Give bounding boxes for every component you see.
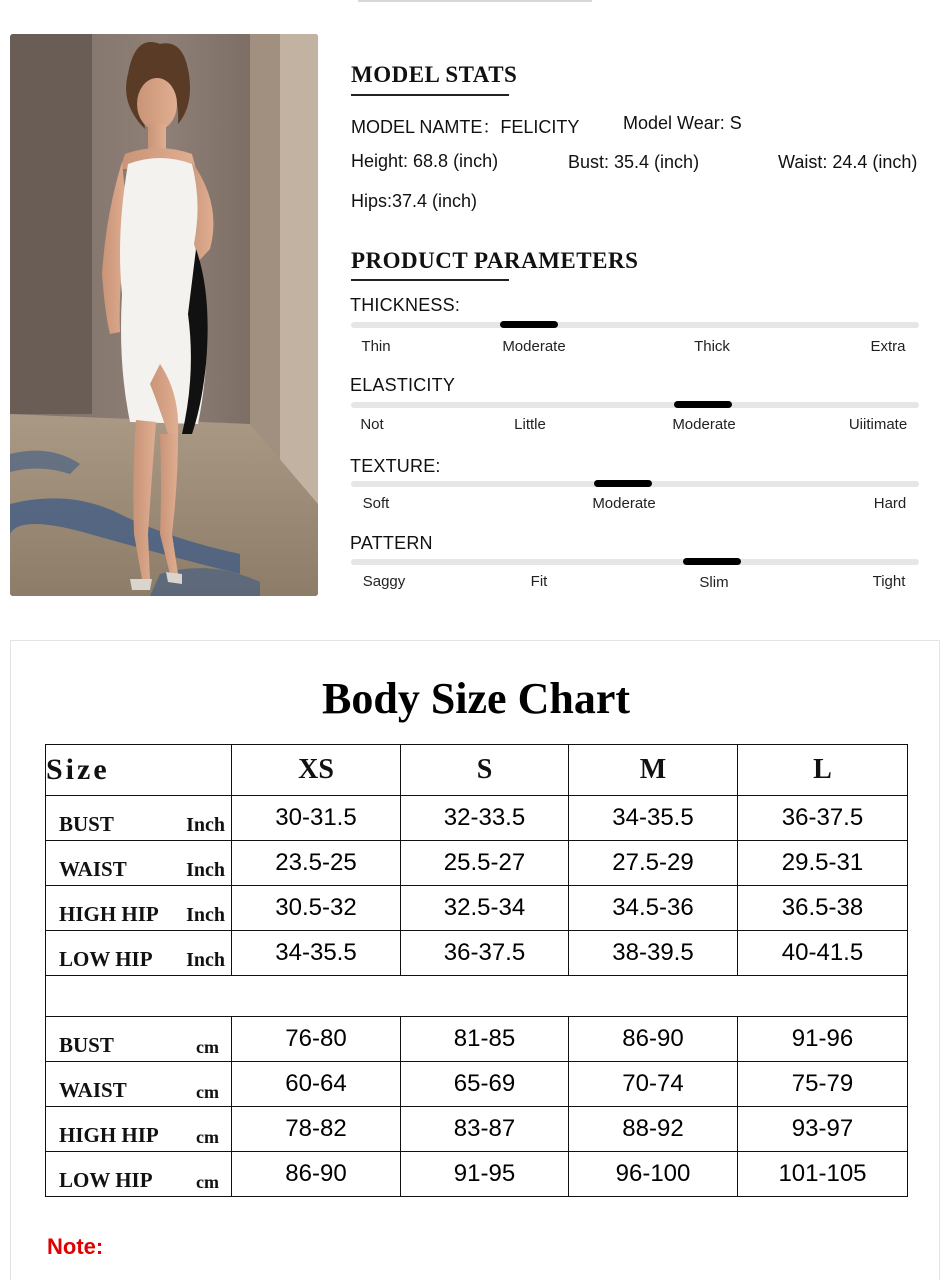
model-height: Height: 68.8 (inch) — [351, 151, 499, 171]
model-wear: Model Wear: S — [623, 113, 742, 133]
table-cell: 86-90 — [232, 1152, 401, 1197]
table-cell: 38-39.5 — [569, 931, 738, 976]
row-header — [46, 1017, 232, 1062]
table-row — [46, 1062, 908, 1107]
measurement-name: BUST — [59, 812, 114, 836]
measurement-unit: Inch — [186, 949, 225, 971]
table-cell: 36.5-38 — [738, 886, 908, 931]
table-row — [46, 796, 908, 841]
table-cell: 91-96 — [738, 1017, 908, 1062]
texture-scale — [351, 481, 919, 487]
measurement-unit: Inch — [186, 859, 225, 881]
table-cell: 70-74 — [569, 1062, 738, 1107]
table-cell: 91-95 — [401, 1152, 569, 1197]
pattern-option: Fit — [530, 573, 548, 590]
thickness-indicator — [500, 321, 558, 328]
size-column-header: S — [401, 745, 569, 796]
pattern-option: Saggy — [362, 573, 406, 590]
table-header-row — [46, 745, 908, 796]
pattern-scale — [351, 559, 919, 565]
row-header — [46, 841, 232, 886]
table-spacer-row — [46, 976, 908, 1017]
table-cell: 23.5-25 — [232, 841, 401, 886]
model-hips: Hips:37.4 (inch) — [351, 191, 478, 211]
texture-label: TEXTURE: — [350, 456, 441, 476]
table-cell: 86-90 — [569, 1017, 738, 1062]
measurement-name: HIGH HIP — [59, 1123, 159, 1147]
elasticity-option: Moderate — [672, 416, 736, 433]
product-parameters-underline — [351, 279, 509, 281]
model-info-panel — [350, 0, 945, 610]
table-cell: 60-64 — [232, 1062, 401, 1107]
measurement-unit: Inch — [186, 904, 225, 926]
size-chart-table — [45, 744, 908, 1197]
table-cell: 32-33.5 — [401, 796, 569, 841]
table-cell: 78-82 — [232, 1107, 401, 1152]
thickness-label: THICKNESS: — [350, 295, 461, 315]
table-cell: 32.5-34 — [401, 886, 569, 931]
measurement-name: WAIST — [59, 857, 127, 881]
model-stats-title: MODEL STATS — [351, 62, 518, 87]
table-cell: 34.5-36 — [569, 886, 738, 931]
table-cell: 25.5-27 — [401, 841, 569, 886]
size-column-header: M — [569, 745, 738, 796]
measurement-name: LOW HIP — [59, 1168, 153, 1192]
size-chart-panel — [10, 640, 940, 1280]
pattern-indicator — [683, 558, 741, 565]
thickness-option: Extra — [870, 338, 906, 355]
pattern-option: Tight — [872, 573, 906, 590]
table-cell: 27.5-29 — [569, 841, 738, 886]
texture-option: Moderate — [592, 495, 656, 512]
size-header: Size — [46, 745, 232, 796]
elasticity-indicator — [674, 401, 732, 408]
texture-indicator — [594, 480, 652, 487]
texture-option: Soft — [362, 495, 390, 512]
row-header — [46, 1107, 232, 1152]
thickness-option: Thin — [361, 338, 391, 355]
measurement-name: WAIST — [59, 1078, 127, 1102]
measurement-name: BUST — [59, 1033, 114, 1057]
pattern-option: Slim — [699, 574, 729, 591]
size-chart-title: Body Size Chart — [322, 674, 630, 723]
measurement-unit: cm — [196, 1037, 219, 1057]
table-cell: 76-80 — [232, 1017, 401, 1062]
measurement-name: LOW HIP — [59, 947, 153, 971]
table-row — [46, 1152, 908, 1197]
measurement-unit: cm — [196, 1127, 219, 1147]
table-cell: 34-35.5 — [569, 796, 738, 841]
model-bust: Bust: 35.4 (inch) — [568, 152, 700, 172]
elasticity-scale — [351, 402, 919, 408]
table-row — [46, 886, 908, 931]
thickness-scale — [351, 322, 919, 328]
model-stats-underline — [351, 94, 509, 96]
table-row — [46, 1107, 908, 1152]
spacer-cell — [46, 976, 908, 1017]
note-label: Note: — [47, 1234, 104, 1259]
table-cell: 65-69 — [401, 1062, 569, 1107]
row-header — [46, 886, 232, 931]
elasticity-label: ELASTICITY — [350, 375, 456, 395]
table-cell: 88-92 — [569, 1107, 738, 1152]
row-header — [46, 931, 232, 976]
table-cell: 29.5-31 — [738, 841, 908, 886]
table-cell: 75-79 — [738, 1062, 908, 1107]
table-cell: 36-37.5 — [738, 796, 908, 841]
row-header — [46, 1152, 232, 1197]
measurement-unit: cm — [196, 1172, 219, 1192]
table-cell: 96-100 — [569, 1152, 738, 1197]
measurement-name: HIGH HIP — [59, 902, 159, 926]
table-cell: 93-97 — [738, 1107, 908, 1152]
thickness-option: Moderate — [502, 338, 566, 355]
model-name: MODEL NAMTE：FELICITY — [351, 117, 580, 137]
row-header — [46, 1062, 232, 1107]
table-row — [46, 1017, 908, 1062]
table-cell: 36-37.5 — [401, 931, 569, 976]
table-row — [46, 931, 908, 976]
elasticity-option: Not — [360, 416, 384, 433]
elasticity-option: Little — [514, 416, 546, 433]
table-cell: 30-31.5 — [232, 796, 401, 841]
table-cell: 34-35.5 — [232, 931, 401, 976]
pattern-label: PATTERN — [350, 533, 433, 553]
measurement-unit: cm — [196, 1082, 219, 1102]
size-column-header: L — [738, 745, 908, 796]
table-cell: 83-87 — [401, 1107, 569, 1152]
model-photo — [10, 34, 318, 596]
size-column-header: XS — [232, 745, 401, 796]
table-cell: 30.5-32 — [232, 886, 401, 931]
texture-option: Hard — [873, 495, 907, 512]
measurement-unit: Inch — [186, 814, 225, 836]
product-parameters-title: PRODUCT PARAMETERS — [351, 248, 639, 273]
model-waist: Waist: 24.4 (inch) — [778, 152, 918, 172]
table-row — [46, 841, 908, 886]
table-cell: 81-85 — [401, 1017, 569, 1062]
thickness-option: Thick — [694, 338, 730, 355]
row-header — [46, 796, 232, 841]
elasticity-option: Uiitimate — [848, 416, 908, 433]
table-cell: 40-41.5 — [738, 931, 908, 976]
table-cell: 101-105 — [738, 1152, 908, 1197]
